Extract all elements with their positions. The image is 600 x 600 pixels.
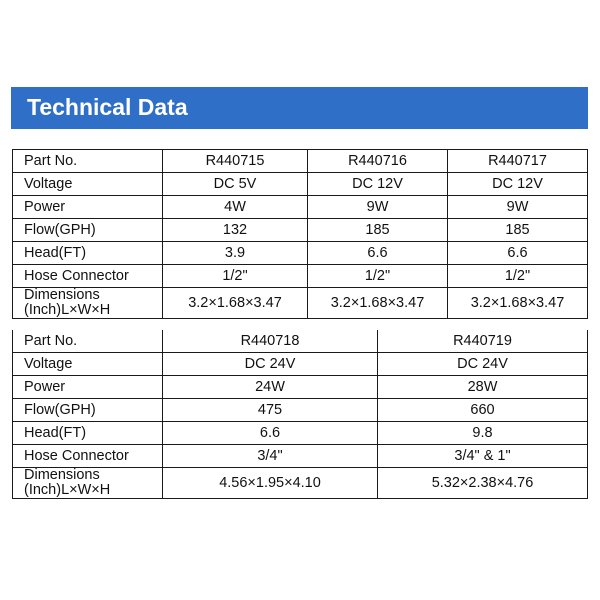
table-cell: 6.6 [448,242,588,265]
page-title: Technical Data [27,94,188,120]
table-cell: 9.8 [378,422,588,445]
title-banner [11,87,588,129]
table-cell: 4W [163,196,308,219]
table-cell: 6.6 [308,242,448,265]
row-label: Power [13,196,163,219]
row-label: Voltage [13,353,163,376]
row-label: Hose Connector [13,445,163,468]
table-cell: 5.32×2.38×4.76 [378,468,588,499]
table-cell: 1/2" [308,265,448,288]
table-row [13,150,588,173]
table-row [13,242,588,265]
row-label: Flow(GPH) [13,219,163,242]
table-row [13,353,588,376]
table-cell: 3.9 [163,242,308,265]
table-cell: 3.2×1.68×3.47 [308,288,448,319]
table-row [13,422,588,445]
table-row [13,330,588,353]
spec-table-2 [12,330,588,499]
table-cell: 185 [448,219,588,242]
dimensions-label-line1: Dimensions [24,467,100,483]
row-label-dimensions [13,288,163,319]
table-row [13,196,588,219]
table-cell: R440716 [308,150,448,173]
table-cell: 3.2×1.68×3.47 [163,288,308,319]
table-cell: 4.56×1.95×4.10 [163,468,378,499]
row-label: Voltage [13,173,163,196]
table-cell: 475 [163,399,378,422]
table-cell: R440718 [163,330,378,353]
table-cell: 185 [308,219,448,242]
table-cell: R440715 [163,150,308,173]
row-label: Head(FT) [13,422,163,445]
table-cell: R440717 [448,150,588,173]
table-cell: DC 24V [163,353,378,376]
table-row [13,445,588,468]
row-label-dimensions [13,468,163,499]
dimensions-label-line1: Dimensions [24,287,100,303]
table-row [13,173,588,196]
table-cell: R440719 [378,330,588,353]
table-cell: 9W [448,196,588,219]
table-cell: 1/2" [448,265,588,288]
spec-table-1 [12,149,588,319]
table-cell: 1/2" [163,265,308,288]
table-row [13,376,588,399]
table-cell: 132 [163,219,308,242]
table-cell: 28W [378,376,588,399]
row-label: Head(FT) [13,242,163,265]
dimensions-label-line2: (Inch)L×W×H [24,482,111,498]
row-label: Part No. [13,330,163,353]
table-cell: 6.6 [163,422,378,445]
table-cell: DC 12V [308,173,448,196]
row-label: Flow(GPH) [13,399,163,422]
table-cell: DC 24V [378,353,588,376]
table-row [13,468,588,499]
table-row [13,219,588,242]
table-cell: 3/4" [163,445,378,468]
table-cell: DC 12V [448,173,588,196]
table-row [13,265,588,288]
table-cell: 660 [378,399,588,422]
table-cell: 9W [308,196,448,219]
row-label: Part No. [13,150,163,173]
row-label: Power [13,376,163,399]
table-cell: 24W [163,376,378,399]
table-row [13,288,588,319]
table-row [13,399,588,422]
table-cell: DC 5V [163,173,308,196]
row-label: Hose Connector [13,265,163,288]
table-cell: 3/4" & 1" [378,445,588,468]
dimensions-label-line2: (Inch)L×W×H [24,302,111,318]
table-cell: 3.2×1.68×3.47 [448,288,588,319]
